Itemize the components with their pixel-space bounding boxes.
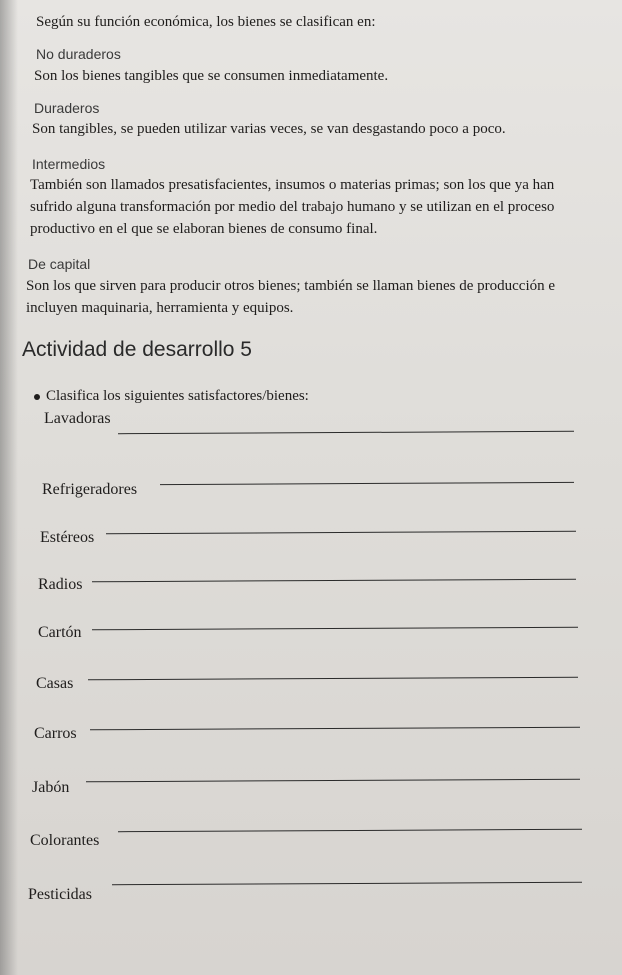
answer-line[interactable] [118,829,582,832]
answer-line[interactable] [112,882,582,885]
item-label: Colorantes [30,832,100,849]
item-label: Refrigeradores [42,481,138,498]
answer-line[interactable] [92,627,578,631]
answer-line[interactable] [86,779,580,783]
section-text-de-capital: Son los que sirven para producir otros bienes; también se llaman bienes de producción e incluyen maquinaria, herramienta y equipos. [26,278,556,316]
answer-line[interactable] [160,482,574,485]
section-text-duraderos: Son tangibles, se pueden utilizar varias veces, se van desgastando poco a poco. [32,121,506,137]
answer-line[interactable] [88,677,578,681]
answer-line[interactable] [106,531,576,534]
item-label: Estéreos [40,529,95,546]
item-label: Casas [36,675,74,692]
section-heading-intermedios: Intermedios [32,156,106,172]
activity-title: Actividad de desarrollo 5 [22,338,252,361]
section-text-intermedios: También son llamados presatisfacientes, insumos o materias primas; son los que ya han sufrido alguna transformación por medio del trabajo humano y se utilizan en el proceso productivo en el que se elaboran bienes de consumo final. [30,177,555,237]
item-label: Carros [34,725,77,742]
answer-line[interactable] [92,579,576,583]
section-heading-no-duraderos: No duraderos [36,46,121,62]
item-label: Jabón [32,779,70,796]
item-label: Radios [38,576,83,593]
answer-line[interactable] [90,727,580,731]
section-heading-de-capital: De capital [28,256,91,272]
activity-instruction [34,388,309,405]
bullet-icon [34,394,40,400]
item-label: Lavadoras [44,410,111,427]
intro-text: Según su función económica, los bienes se clasifican en: [36,14,376,30]
activity-instruction-text: Clasifica los siguientes satisfactores/bienes: [46,388,309,404]
item-label: Cartón [38,624,82,641]
answer-line[interactable] [118,431,574,434]
item-label: Pesticidas [28,886,92,903]
page-edge-shadow [0,0,18,975]
section-text-no-duraderos: Son los bienes tangibles que se consumen inmediatamente. [34,68,389,84]
section-heading-duraderos: Duraderos [34,100,100,116]
